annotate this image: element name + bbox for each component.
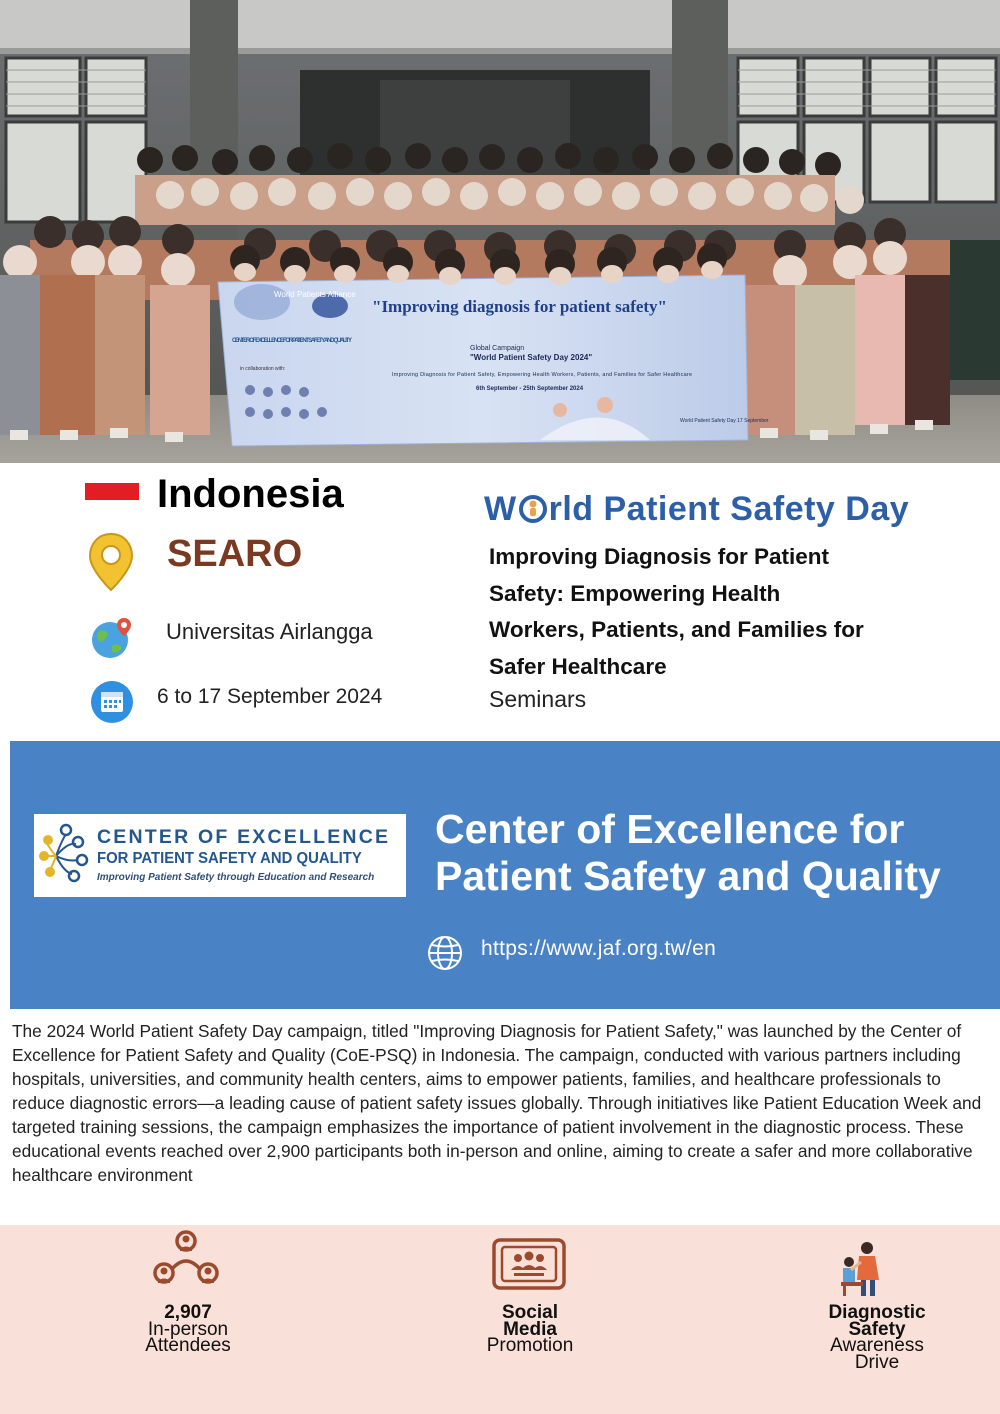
wpsd-logo-title xyxy=(484,490,909,533)
stat-attendees xyxy=(88,1302,288,1356)
stat-diagnostic-line4: Drive xyxy=(854,1351,900,1373)
banner-wpa-logo: World Patients Alliance xyxy=(274,290,356,299)
campaign-description: The 2024 World Patient Safety Day campaign, titled "Improving Diagnosis for Patient Safety," was launched by the Center of Excellence for Patient Safety and Quality (CoE-PSQ) in Indonesia. The campaign, conducted with various partners including hospitals, universities, and community health centers, aims to empower patients, families, and healthcare professionals to reduce diagnostic errors—a leading cause of patient safety issues globally. Through initiatives like Patient Education Week and targeted training sessions, the campaign emphasizes the importance of patient involvement in the diagnostic process. These educational events reached over 2,900 participants both in-person and online, aiming to create a safer and more collaborative healthcare environment xyxy=(12,1021,982,1185)
theme-line: Safety: Empowering Health xyxy=(489,580,781,606)
stat-diagnostic-line1: Diagnostic xyxy=(828,1302,926,1323)
coe-logo-line2: FOR PATIENT SAFETY AND QUALITY xyxy=(97,850,362,867)
video-meeting-icon xyxy=(492,1238,566,1295)
coe-title-line1: Center of Excellence for xyxy=(435,806,905,852)
theme-line: Safer Healthcare xyxy=(489,653,667,679)
stat-diagnostic-drive xyxy=(777,1302,977,1373)
banner-global-campaign: Global Campaign xyxy=(470,345,525,352)
theme-line: Improving Diagnosis for Patient xyxy=(489,544,830,569)
stat-social-line3: Promotion xyxy=(486,1335,574,1356)
stat-diagnostic-line2: Safety xyxy=(848,1318,906,1340)
banner-coe-logo: CENTER OF EXCELLENCE FOR PATIENT SAFETY AND QUALITY xyxy=(232,338,353,344)
campaign-banner xyxy=(218,275,769,446)
stat-social-line2: Media xyxy=(503,1318,557,1340)
doctor-patient-icon xyxy=(837,1240,887,1303)
banner-headline: "Improving diagnosis for patient safety" xyxy=(372,297,667,316)
stat-diagnostic-line3: Awareness xyxy=(830,1335,924,1356)
activity-type: Seminars xyxy=(489,686,587,712)
wpsd-title-prefix: W xyxy=(484,490,517,528)
website-link[interactable]: https://www.jaf.org.tw/en xyxy=(481,937,717,960)
banner-wpsd-badge: World Patient Safety Day 17 September xyxy=(680,418,769,424)
people-network-icon xyxy=(150,1229,222,1292)
banner-collab: in collaboration with: xyxy=(240,366,286,372)
coe-title-line2: Patient Safety and Quality xyxy=(435,853,941,899)
country-name: Indonesia xyxy=(157,472,344,516)
coe-logo-line1: CENTER OF EXCELLENCE xyxy=(97,826,391,848)
group-photo-illustration xyxy=(0,0,1000,463)
wpsd-people-circle-icon xyxy=(518,494,548,533)
organization-name: Universitas Airlangga xyxy=(166,619,373,644)
campaign-theme xyxy=(489,539,949,685)
event-dates: 6 to 17 September 2024 xyxy=(157,685,383,708)
stat-attendees-count: 2,907 xyxy=(164,1302,212,1323)
coe-logo-tagline: Improving Patient Safety through Education and Research xyxy=(97,872,375,883)
indonesia-flag-icon xyxy=(85,483,139,500)
stat-social-line1: Social xyxy=(502,1302,558,1323)
banner-dates: 6th September - 25th September 2024 xyxy=(476,386,584,392)
theme-line: Workers, Patients, and Families for xyxy=(489,617,864,642)
banner-wpsd-2024: "World Patient Safety Day 2024" xyxy=(470,353,593,362)
wpsd-title-suffix: rld Patient Safety Day xyxy=(548,490,910,528)
banner-subtitle: Improving Diagnosis for Patient Safety, Empowering Health Workers, Patients, and Families for Safer Healthcare xyxy=(392,372,692,378)
region-name: SEARO xyxy=(167,533,303,575)
web-globe-icon xyxy=(427,935,463,976)
stat-social-media xyxy=(430,1302,630,1356)
coe-leaf-logo-icon xyxy=(38,822,96,893)
coe-title xyxy=(435,806,941,900)
group-photo xyxy=(0,0,1000,463)
calendar-icon xyxy=(90,680,134,729)
globe-location-icon xyxy=(90,616,134,665)
stat-attendees-line2: In-person xyxy=(147,1318,229,1340)
stat-attendees-line3: Attendees xyxy=(145,1335,231,1356)
location-pin-icon xyxy=(88,532,134,597)
